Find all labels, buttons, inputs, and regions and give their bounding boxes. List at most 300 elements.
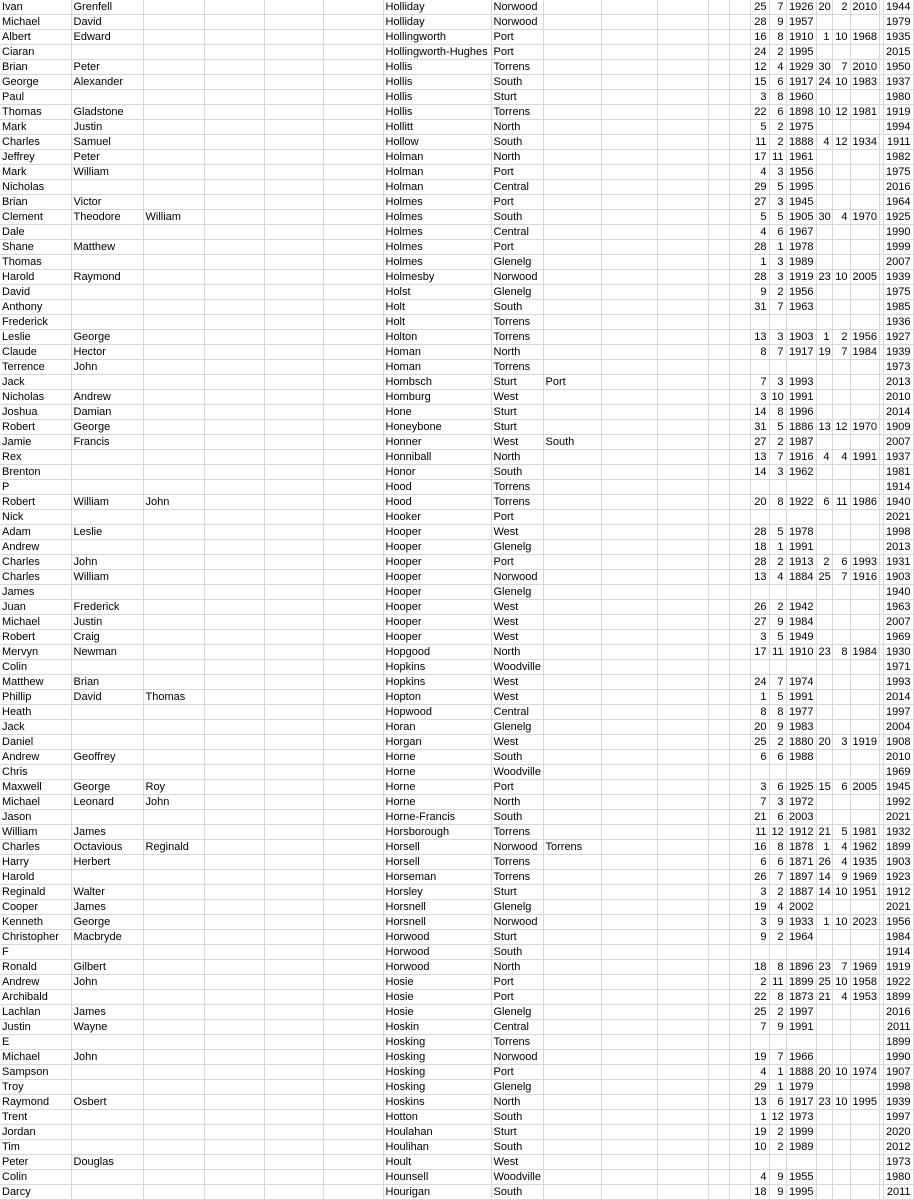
cell-third-name[interactable] (143, 225, 204, 240)
cell-birth-month[interactable]: 2 (769, 600, 786, 615)
cell-birth-year[interactable]: 1917 (786, 75, 816, 90)
cell-death-month[interactable] (832, 540, 850, 555)
cell-surname[interactable]: Hoskin (383, 1020, 491, 1035)
cell-second-club[interactable] (543, 180, 601, 195)
cell-debut-year[interactable]: 1930 (883, 645, 913, 660)
cell-birth-year[interactable]: 1989 (786, 255, 816, 270)
cell-second-name[interactable] (71, 225, 143, 240)
cell-birth-month[interactable]: 3 (769, 330, 786, 345)
cell-empty[interactable] (729, 720, 750, 735)
cell-birth-month[interactable]: 11 (769, 150, 786, 165)
cell-death-year[interactable] (850, 300, 879, 315)
cell-death-month[interactable] (832, 765, 850, 780)
cell-birth-month[interactable]: 2 (769, 885, 786, 900)
cell-debut-year[interactable]: 2004 (883, 720, 913, 735)
cell-second-club[interactable] (543, 1035, 601, 1050)
cell-first-name[interactable]: Dale (0, 225, 71, 240)
cell-empty[interactable] (657, 465, 708, 480)
cell-second-club[interactable] (543, 45, 601, 60)
cell-empty[interactable] (204, 0, 264, 15)
cell-death-year[interactable] (850, 315, 879, 330)
cell-empty[interactable] (657, 780, 708, 795)
cell-empty[interactable] (264, 525, 323, 540)
cell-surname[interactable]: Holman (383, 180, 491, 195)
cell-birth-year[interactable]: 1978 (786, 240, 816, 255)
cell-birth-day[interactable] (750, 660, 769, 675)
cell-second-name[interactable] (71, 945, 143, 960)
cell-second-club[interactable]: Torrens (543, 840, 601, 855)
cell-death-month[interactable] (832, 1125, 850, 1140)
cell-first-name[interactable]: Michael (0, 615, 71, 630)
cell-death-month[interactable] (832, 360, 850, 375)
cell-birth-day[interactable]: 12 (750, 60, 769, 75)
cell-second-club[interactable] (543, 1110, 601, 1125)
cell-second-name[interactable]: Francis (71, 435, 143, 450)
cell-birth-year[interactable] (786, 510, 816, 525)
cell-birth-year[interactable]: 1912 (786, 825, 816, 840)
cell-club[interactable]: Torrens (491, 480, 543, 495)
cell-empty[interactable] (729, 150, 750, 165)
cell-birth-year[interactable]: 1871 (786, 855, 816, 870)
cell-empty[interactable] (204, 840, 264, 855)
cell-empty[interactable] (729, 330, 750, 345)
cell-empty[interactable] (601, 315, 657, 330)
cell-surname[interactable]: Horne (383, 765, 491, 780)
cell-empty[interactable] (729, 420, 750, 435)
cell-first-name[interactable]: Shane (0, 240, 71, 255)
cell-death-year[interactable]: 1991 (850, 450, 879, 465)
cell-surname[interactable]: Horwood (383, 960, 491, 975)
cell-second-club[interactable] (543, 210, 601, 225)
cell-empty[interactable] (323, 75, 383, 90)
cell-first-name[interactable]: Charles (0, 570, 71, 585)
cell-death-day[interactable]: 1 (816, 330, 832, 345)
cell-empty[interactable] (264, 315, 323, 330)
cell-empty[interactable] (323, 840, 383, 855)
cell-empty[interactable] (323, 1185, 383, 1200)
cell-empty[interactable] (657, 60, 708, 75)
cell-empty[interactable] (657, 870, 708, 885)
cell-third-name[interactable]: William (143, 210, 204, 225)
cell-third-name[interactable] (143, 405, 204, 420)
cell-empty[interactable] (323, 600, 383, 615)
cell-surname[interactable]: Holmes (383, 255, 491, 270)
cell-empty[interactable] (657, 375, 708, 390)
cell-first-name[interactable]: Brian (0, 195, 71, 210)
cell-third-name[interactable] (143, 600, 204, 615)
cell-death-day[interactable] (816, 540, 832, 555)
cell-death-month[interactable]: 7 (832, 960, 850, 975)
cell-debut-year[interactable]: 1985 (883, 300, 913, 315)
cell-surname[interactable]: Hooper (383, 630, 491, 645)
cell-death-day[interactable] (816, 660, 832, 675)
cell-empty[interactable] (708, 1035, 729, 1050)
cell-empty[interactable] (323, 690, 383, 705)
cell-empty[interactable] (708, 1065, 729, 1080)
cell-death-month[interactable] (832, 45, 850, 60)
cell-first-name[interactable]: Mervyn (0, 645, 71, 660)
cell-birth-year[interactable]: 1873 (786, 990, 816, 1005)
cell-first-name[interactable]: Albert (0, 30, 71, 45)
cell-death-month[interactable]: 4 (832, 450, 850, 465)
cell-second-name[interactable]: John (71, 360, 143, 375)
cell-birth-day[interactable]: 22 (750, 105, 769, 120)
cell-first-name[interactable]: Charles (0, 555, 71, 570)
cell-empty[interactable] (323, 975, 383, 990)
cell-first-name[interactable]: Clement (0, 210, 71, 225)
cell-death-year[interactable] (850, 1050, 879, 1065)
cell-third-name[interactable] (143, 465, 204, 480)
cell-empty[interactable] (264, 330, 323, 345)
cell-empty[interactable] (729, 120, 750, 135)
cell-second-club[interactable] (543, 120, 601, 135)
cell-death-year[interactable]: 1974 (850, 1065, 879, 1080)
cell-empty[interactable] (323, 870, 383, 885)
cell-second-club[interactable] (543, 510, 601, 525)
cell-death-year[interactable] (850, 375, 879, 390)
cell-third-name[interactable] (143, 1080, 204, 1095)
cell-club[interactable]: West (491, 690, 543, 705)
cell-empty[interactable] (708, 1005, 729, 1020)
cell-third-name[interactable] (143, 165, 204, 180)
cell-empty[interactable] (729, 135, 750, 150)
cell-birth-month[interactable]: 6 (769, 810, 786, 825)
cell-death-day[interactable]: 4 (816, 450, 832, 465)
cell-empty[interactable] (601, 855, 657, 870)
cell-empty[interactable] (708, 540, 729, 555)
cell-debut-year[interactable]: 2007 (883, 615, 913, 630)
cell-birth-year[interactable]: 1995 (786, 180, 816, 195)
cell-death-day[interactable]: 19 (816, 345, 832, 360)
cell-empty[interactable] (708, 195, 729, 210)
cell-surname[interactable]: Hopgood (383, 645, 491, 660)
cell-empty[interactable] (729, 915, 750, 930)
cell-birth-day[interactable]: 4 (750, 1170, 769, 1185)
cell-empty[interactable] (204, 120, 264, 135)
cell-death-day[interactable] (816, 1020, 832, 1035)
cell-third-name[interactable] (143, 330, 204, 345)
cell-debut-year[interactable]: 1998 (883, 525, 913, 540)
cell-empty[interactable] (729, 510, 750, 525)
cell-first-name[interactable]: Darcy (0, 1185, 71, 1200)
cell-second-name[interactable]: Edward (71, 30, 143, 45)
cell-birth-month[interactable]: 5 (769, 420, 786, 435)
cell-death-year[interactable] (850, 900, 879, 915)
cell-empty[interactable] (264, 465, 323, 480)
cell-death-year[interactable] (850, 690, 879, 705)
cell-birth-day[interactable]: 20 (750, 495, 769, 510)
cell-death-day[interactable] (816, 930, 832, 945)
cell-death-day[interactable]: 26 (816, 855, 832, 870)
cell-empty[interactable] (264, 705, 323, 720)
cell-surname[interactable]: Holmes (383, 240, 491, 255)
cell-birth-year[interactable] (786, 1035, 816, 1050)
cell-debut-year[interactable]: 1990 (883, 1050, 913, 1065)
cell-empty[interactable] (601, 780, 657, 795)
cell-empty[interactable] (708, 780, 729, 795)
cell-death-month[interactable] (832, 690, 850, 705)
cell-death-year[interactable]: 1916 (850, 570, 879, 585)
cell-debut-year[interactable]: 1940 (883, 585, 913, 600)
cell-empty[interactable] (264, 1185, 323, 1200)
cell-empty[interactable] (729, 255, 750, 270)
cell-second-name[interactable]: Newman (71, 645, 143, 660)
cell-club[interactable]: Torrens (491, 1035, 543, 1050)
cell-second-name[interactable]: William (71, 570, 143, 585)
cell-empty[interactable] (708, 1170, 729, 1185)
cell-empty[interactable] (708, 45, 729, 60)
cell-birth-year[interactable] (786, 360, 816, 375)
cell-first-name[interactable]: George (0, 75, 71, 90)
cell-empty[interactable] (323, 180, 383, 195)
cell-empty[interactable] (323, 345, 383, 360)
cell-debut-year[interactable]: 1903 (883, 855, 913, 870)
cell-empty[interactable] (323, 450, 383, 465)
cell-death-month[interactable] (832, 390, 850, 405)
cell-birth-month[interactable]: 12 (769, 1110, 786, 1125)
cell-empty[interactable] (601, 960, 657, 975)
cell-death-day[interactable]: 20 (816, 735, 832, 750)
cell-third-name[interactable] (143, 480, 204, 495)
cell-empty[interactable] (204, 870, 264, 885)
cell-first-name[interactable]: Michael (0, 1050, 71, 1065)
cell-empty[interactable] (657, 345, 708, 360)
cell-death-day[interactable]: 14 (816, 870, 832, 885)
cell-empty[interactable] (204, 1005, 264, 1020)
cell-empty[interactable] (204, 630, 264, 645)
cell-empty[interactable] (657, 1095, 708, 1110)
cell-surname[interactable]: Hone (383, 405, 491, 420)
cell-third-name[interactable]: Reginald (143, 840, 204, 855)
cell-empty[interactable] (264, 540, 323, 555)
cell-empty[interactable] (323, 1095, 383, 1110)
cell-birth-day[interactable] (750, 360, 769, 375)
cell-empty[interactable] (323, 1155, 383, 1170)
cell-empty[interactable] (708, 930, 729, 945)
cell-empty[interactable] (323, 900, 383, 915)
cell-empty[interactable] (601, 825, 657, 840)
cell-birth-day[interactable]: 28 (750, 15, 769, 30)
cell-empty[interactable] (729, 540, 750, 555)
cell-surname[interactable]: Horne (383, 780, 491, 795)
cell-empty[interactable] (657, 360, 708, 375)
cell-first-name[interactable]: Andrew (0, 975, 71, 990)
cell-birth-day[interactable]: 8 (750, 345, 769, 360)
cell-death-day[interactable] (816, 360, 832, 375)
cell-empty[interactable] (657, 975, 708, 990)
cell-second-club[interactable] (543, 810, 601, 825)
cell-empty[interactable] (601, 510, 657, 525)
cell-birth-year[interactable]: 1925 (786, 780, 816, 795)
cell-empty[interactable] (657, 1035, 708, 1050)
cell-empty[interactable] (264, 285, 323, 300)
cell-empty[interactable] (708, 105, 729, 120)
cell-death-year[interactable] (850, 150, 879, 165)
cell-death-month[interactable] (832, 465, 850, 480)
cell-birth-year[interactable] (786, 585, 816, 600)
cell-empty[interactable] (264, 405, 323, 420)
cell-second-name[interactable]: John (71, 1050, 143, 1065)
cell-empty[interactable] (323, 1125, 383, 1140)
cell-second-name[interactable] (71, 315, 143, 330)
cell-second-name[interactable]: Walter (71, 885, 143, 900)
cell-surname[interactable]: Hosie (383, 990, 491, 1005)
cell-empty[interactable] (323, 645, 383, 660)
cell-birth-day[interactable]: 6 (750, 750, 769, 765)
cell-club[interactable]: North (491, 450, 543, 465)
cell-empty[interactable] (708, 1020, 729, 1035)
cell-birth-day[interactable]: 24 (750, 45, 769, 60)
cell-surname[interactable]: Hourigan (383, 1185, 491, 1200)
cell-death-day[interactable] (816, 510, 832, 525)
cell-club[interactable]: Port (491, 30, 543, 45)
cell-death-day[interactable] (816, 375, 832, 390)
cell-empty[interactable] (264, 60, 323, 75)
cell-club[interactable]: Sturt (491, 405, 543, 420)
cell-birth-year[interactable]: 1956 (786, 285, 816, 300)
cell-empty[interactable] (708, 525, 729, 540)
cell-first-name[interactable]: Archibald (0, 990, 71, 1005)
cell-death-month[interactable] (832, 15, 850, 30)
cell-third-name[interactable] (143, 585, 204, 600)
cell-empty[interactable] (323, 510, 383, 525)
cell-death-day[interactable] (816, 1185, 832, 1200)
cell-empty[interactable] (323, 885, 383, 900)
cell-empty[interactable] (708, 375, 729, 390)
cell-empty[interactable] (264, 180, 323, 195)
cell-birth-month[interactable]: 3 (769, 195, 786, 210)
cell-second-name[interactable]: Justin (71, 615, 143, 630)
cell-empty[interactable] (708, 510, 729, 525)
cell-empty[interactable] (264, 1155, 323, 1170)
cell-death-day[interactable] (816, 945, 832, 960)
cell-second-club[interactable] (543, 945, 601, 960)
cell-second-name[interactable]: George (71, 420, 143, 435)
cell-first-name[interactable]: Frederick (0, 315, 71, 330)
cell-empty[interactable] (323, 420, 383, 435)
cell-debut-year[interactable]: 1980 (883, 90, 913, 105)
cell-empty[interactable] (601, 735, 657, 750)
cell-empty[interactable] (204, 645, 264, 660)
cell-empty[interactable] (601, 90, 657, 105)
cell-second-name[interactable] (71, 465, 143, 480)
cell-empty[interactable] (729, 15, 750, 30)
cell-death-month[interactable] (832, 585, 850, 600)
cell-empty[interactable] (729, 1125, 750, 1140)
cell-empty[interactable] (323, 390, 383, 405)
cell-death-month[interactable] (832, 120, 850, 135)
cell-second-name[interactable] (71, 870, 143, 885)
cell-empty[interactable] (601, 540, 657, 555)
cell-birth-year[interactable]: 1884 (786, 570, 816, 585)
cell-first-name[interactable]: Nicholas (0, 390, 71, 405)
cell-first-name[interactable]: Brenton (0, 465, 71, 480)
cell-empty[interactable] (204, 540, 264, 555)
cell-club[interactable]: Norwood (491, 0, 543, 15)
cell-club[interactable]: West (491, 735, 543, 750)
cell-first-name[interactable]: Charles (0, 135, 71, 150)
cell-empty[interactable] (264, 510, 323, 525)
cell-second-name[interactable]: Geoffrey (71, 750, 143, 765)
cell-empty[interactable] (323, 795, 383, 810)
cell-birth-year[interactable]: 1991 (786, 540, 816, 555)
cell-birth-month[interactable]: 5 (769, 210, 786, 225)
cell-first-name[interactable]: James (0, 585, 71, 600)
cell-death-month[interactable] (832, 1080, 850, 1095)
cell-birth-year[interactable]: 1913 (786, 555, 816, 570)
cell-empty[interactable] (708, 555, 729, 570)
cell-birth-month[interactable]: 7 (769, 345, 786, 360)
cell-third-name[interactable] (143, 315, 204, 330)
cell-third-name[interactable] (143, 120, 204, 135)
cell-empty[interactable] (601, 1020, 657, 1035)
cell-debut-year[interactable]: 1899 (883, 990, 913, 1005)
cell-death-day[interactable]: 13 (816, 420, 832, 435)
cell-club[interactable]: Norwood (491, 915, 543, 930)
cell-birth-month[interactable]: 6 (769, 855, 786, 870)
cell-birth-day[interactable] (750, 1155, 769, 1170)
cell-empty[interactable] (657, 885, 708, 900)
cell-debut-year[interactable]: 2013 (883, 540, 913, 555)
cell-death-year[interactable] (850, 1035, 879, 1050)
cell-club[interactable]: West (491, 525, 543, 540)
cell-empty[interactable] (708, 570, 729, 585)
cell-empty[interactable] (204, 45, 264, 60)
cell-birth-month[interactable]: 7 (769, 1050, 786, 1065)
cell-death-month[interactable] (832, 435, 850, 450)
cell-death-month[interactable] (832, 660, 850, 675)
cell-third-name[interactable] (143, 615, 204, 630)
cell-empty[interactable] (323, 1050, 383, 1065)
cell-club[interactable]: Central (491, 225, 543, 240)
cell-empty[interactable] (708, 495, 729, 510)
cell-empty[interactable] (323, 15, 383, 30)
cell-empty[interactable] (657, 1140, 708, 1155)
cell-empty[interactable] (204, 390, 264, 405)
cell-empty[interactable] (323, 855, 383, 870)
cell-second-club[interactable] (543, 870, 601, 885)
cell-empty[interactable] (601, 1125, 657, 1140)
cell-empty[interactable] (601, 525, 657, 540)
cell-club[interactable]: Sturt (491, 375, 543, 390)
cell-second-name[interactable]: Douglas (71, 1155, 143, 1170)
cell-death-month[interactable]: 4 (832, 210, 850, 225)
cell-empty[interactable] (708, 1155, 729, 1170)
cell-birth-day[interactable]: 15 (750, 75, 769, 90)
cell-empty[interactable] (323, 1110, 383, 1125)
cell-debut-year[interactable]: 1973 (883, 360, 913, 375)
cell-second-club[interactable]: South (543, 435, 601, 450)
cell-birth-year[interactable]: 1993 (786, 375, 816, 390)
cell-empty[interactable] (729, 795, 750, 810)
cell-third-name[interactable] (143, 195, 204, 210)
cell-empty[interactable] (323, 585, 383, 600)
cell-death-month[interactable] (832, 480, 850, 495)
cell-empty[interactable] (601, 870, 657, 885)
cell-empty[interactable] (729, 765, 750, 780)
cell-empty[interactable] (657, 1065, 708, 1080)
cell-club[interactable]: Port (491, 780, 543, 795)
cell-birth-day[interactable]: 17 (750, 645, 769, 660)
cell-empty[interactable] (601, 1005, 657, 1020)
cell-surname[interactable]: Horwood (383, 945, 491, 960)
cell-surname[interactable]: Hoult (383, 1155, 491, 1170)
cell-death-month[interactable] (832, 675, 850, 690)
cell-empty[interactable] (729, 825, 750, 840)
cell-birth-year[interactable]: 1896 (786, 960, 816, 975)
cell-second-name[interactable]: Octavious (71, 840, 143, 855)
cell-empty[interactable] (708, 735, 729, 750)
